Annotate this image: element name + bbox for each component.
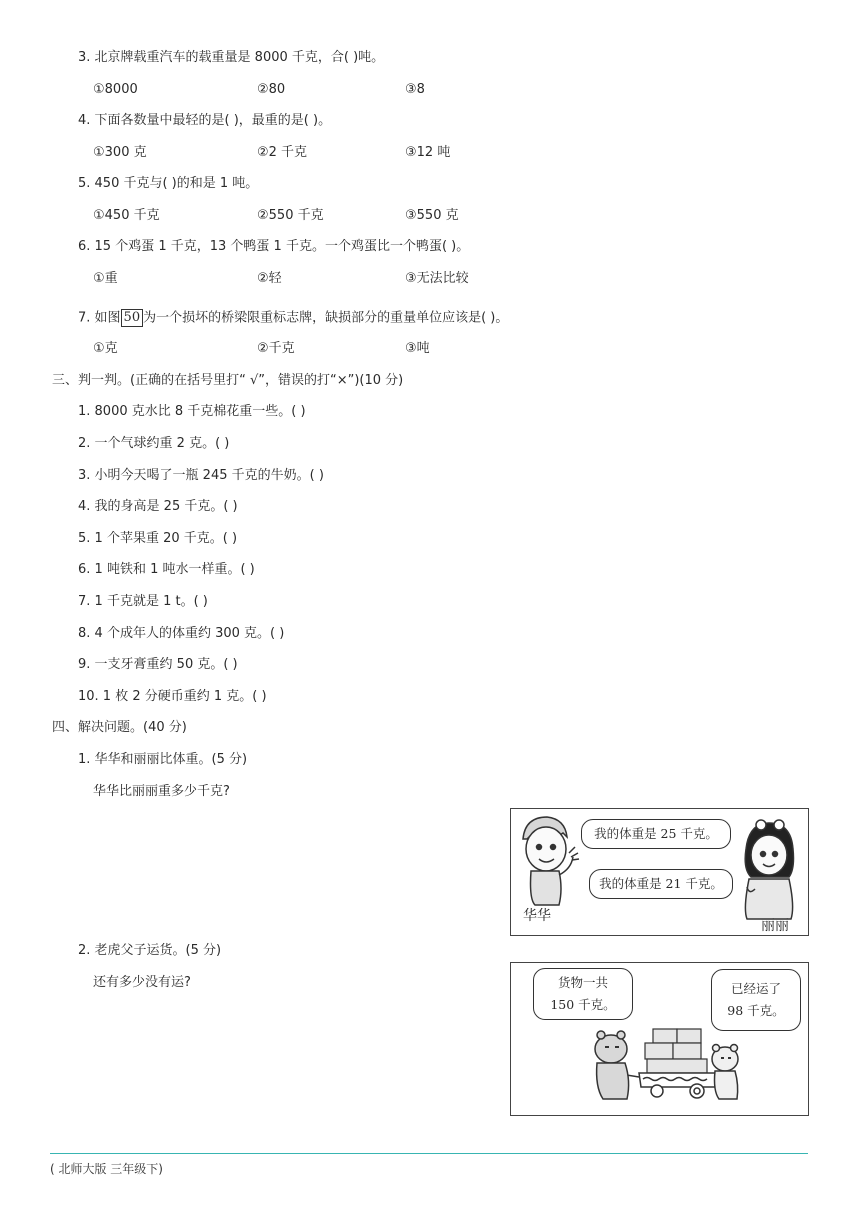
- footer-divider: [50, 1153, 808, 1154]
- question-4: 4. 下面各数量中最轻的是( )，最重的是( )。: [78, 113, 332, 128]
- son-tiger-speech-bubble: [711, 969, 801, 1031]
- option-2: ②千克: [257, 341, 295, 356]
- boy-speech-bubble: 我的体重是 25 千克。: [581, 819, 731, 849]
- question-5: 5. 450 千克与( )的和是 1 吨。: [78, 176, 259, 191]
- option-3: ③12 吨: [405, 145, 451, 160]
- bubble-line: 已经运了: [730, 981, 781, 996]
- boy-name-label: 华华: [523, 908, 551, 924]
- option-1: ①450 千克: [93, 208, 160, 223]
- question-7-suffix: 为一个损坏的桥梁限重标志牌，缺损部分的重量单位应该是( )。: [143, 310, 509, 326]
- bubble-line: 150 千克。: [550, 997, 616, 1012]
- girl-figure: [745, 820, 793, 919]
- judge-item-9: 9. 一支牙膏重约 50 克。( ): [78, 657, 238, 672]
- option-3: ③吨: [405, 341, 430, 356]
- option-3: ③550 克: [405, 208, 459, 223]
- judge-item-5: 5. 1 个苹果重 20 千克。( ): [78, 531, 238, 546]
- option-2: ②2 千克: [257, 145, 308, 160]
- question-3: 3. 北京牌载重汽车的载重量是 8000 千克，合( )吨。: [78, 50, 385, 65]
- section-4-title: 四、解决问题。(40 分): [52, 720, 187, 735]
- weight-comparison-illustration: [510, 808, 809, 936]
- judge-item-8: 8. 4 个成年人的体重约 300 克。( ): [78, 626, 285, 641]
- option-1: ①重: [93, 271, 118, 286]
- problem-1-question: 华华比丽丽重多少千克?: [93, 784, 230, 799]
- judge-item-10: 10. 1 枚 2 分硬币重约 1 克。( ): [78, 689, 267, 704]
- problem-2-question: 还有多少没有运?: [93, 975, 191, 990]
- option-2: ②轻: [257, 271, 282, 286]
- option-2: ②550 千克: [257, 208, 324, 223]
- option-2: ②80: [257, 82, 286, 97]
- judge-item-7: 7. 1 千克就是 1 t。( ): [78, 594, 208, 609]
- father-tiger-speech-bubble: [533, 968, 633, 1020]
- judge-item-6: 6. 1 吨铁和 1 吨水一样重。( ): [78, 562, 255, 577]
- option-1: ①300 克: [93, 145, 147, 160]
- judge-item-3: 3. 小明今天喝了一瓶 245 千克的牛奶。( ): [78, 468, 324, 483]
- girl-name-label: 丽丽: [761, 918, 789, 934]
- father-tiger: [595, 1031, 629, 1099]
- son-tiger: [712, 1045, 738, 1100]
- question-7-prefix: 7. 如图: [78, 310, 121, 326]
- bubble-line: 98 千克。: [727, 1003, 785, 1018]
- option-1: ①8000: [93, 82, 138, 97]
- option-3: ③8: [405, 82, 425, 97]
- question-6: 6. 15 个鸡蛋 1 千克，13 个鸭蛋 1 千克。一个鸡蛋比一个鸭蛋( )。: [78, 239, 470, 254]
- option-1: ①克: [93, 341, 118, 356]
- tiger-cargo-illustration: [510, 962, 809, 1116]
- problem-2-title: 2. 老虎父子运货。(5 分): [78, 943, 222, 958]
- problem-1-title: 1. 华华和丽丽比体重。(5 分): [78, 752, 248, 767]
- weight-limit-sign: 50: [121, 309, 144, 327]
- judge-item-4: 4. 我的身高是 25 千克。( ): [78, 499, 238, 514]
- boy-figure: [523, 817, 579, 905]
- cargo-boxes: [645, 1029, 707, 1073]
- footer-textbook-label: ( 北师大版 三年级下): [50, 1162, 163, 1176]
- judge-item-1: 1. 8000 克水比 8 千克棉花重一些。( ): [78, 404, 306, 419]
- judge-item-2: 2. 一个气球约重 2 克。( ): [78, 436, 230, 451]
- bubble-line: 货物一共: [557, 975, 608, 990]
- girl-speech-bubble: 我的体重是 21 千克。: [589, 869, 733, 899]
- section-3-title: 三、判一判。(正确的在括号里打“ √”，错误的打“×”)(10 分): [52, 373, 404, 388]
- question-7: [78, 309, 508, 328]
- option-3: ③无法比较: [405, 271, 469, 286]
